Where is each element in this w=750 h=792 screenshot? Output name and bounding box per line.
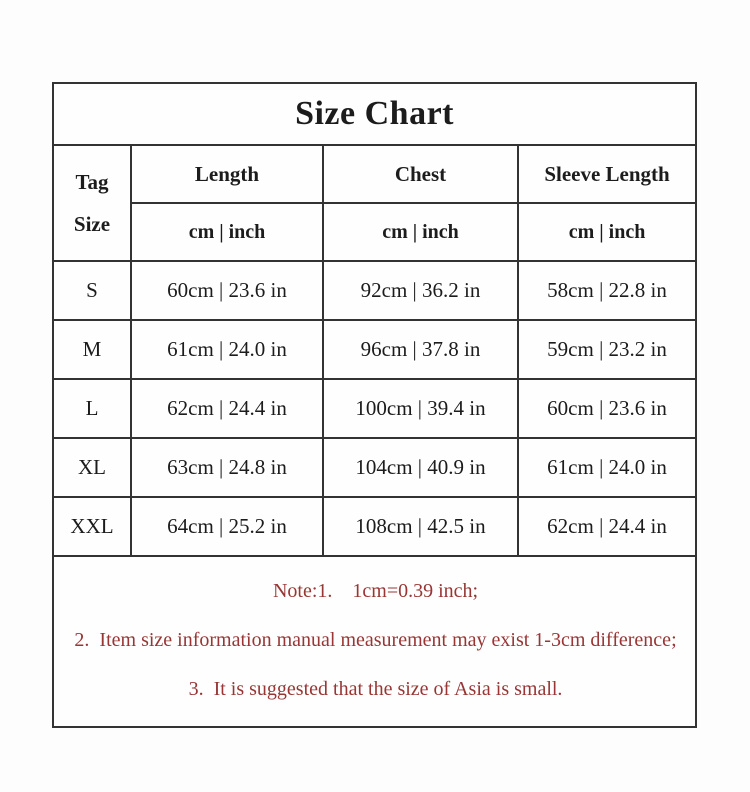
size-row-l [53,379,696,438]
column-header-chest: Chest [323,145,518,203]
sleeve-value: 60cm | 23.6 in [518,379,696,438]
size-cell: S [53,261,131,320]
size-cell: L [53,379,131,438]
size-row-s [53,261,696,320]
unit-header-length: cm | inch [131,203,323,261]
size-row-xl [53,438,696,497]
chest-value: 96cm | 37.8 in [323,320,518,379]
corner-header-cell [53,145,131,261]
size-row-m [53,320,696,379]
title-row [53,83,696,145]
size-cell: M [53,320,131,379]
notes-section [53,556,696,727]
size-chart-table [52,82,697,728]
unit-header-sleeve-length: cm | inch [518,203,696,261]
chest-value: 108cm | 42.5 in [323,497,518,556]
notes-row [53,556,696,727]
note-line-2: 2. Item size information manual measurement may exist 1-3cm difference; [74,629,677,651]
header-row-units [53,203,696,261]
column-header-length: Length [131,145,323,203]
chest-value: 100cm | 39.4 in [323,379,518,438]
note-line-3: 3. It is suggested that the size of Asia is small. [188,678,563,700]
length-value: 64cm | 25.2 in [131,497,323,556]
sleeve-value: 58cm | 22.8 in [518,261,696,320]
header-row-labels [53,145,696,203]
length-value: 62cm | 24.4 in [131,379,323,438]
corner-header-size: Size [73,212,111,236]
size-cell: XXL [53,497,131,556]
length-value: 63cm | 24.8 in [131,438,323,497]
table-title: Size Chart [53,83,696,145]
sleeve-value: 59cm | 23.2 in [518,320,696,379]
note-line-1: Note:1. 1cm=0.39 inch; [272,580,479,602]
chest-value: 92cm | 36.2 in [323,261,518,320]
column-header-sleeve-length: Sleeve Length [518,145,696,203]
sleeve-value: 62cm | 24.4 in [518,497,696,556]
size-row-xxl [53,497,696,556]
length-value: 60cm | 23.6 in [131,261,323,320]
length-value: 61cm | 24.0 in [131,320,323,379]
size-cell: XL [53,438,131,497]
unit-header-chest: cm | inch [323,203,518,261]
chest-value: 104cm | 40.9 in [323,438,518,497]
corner-header-tag: Tag [75,170,109,194]
sleeve-value: 61cm | 24.0 in [518,438,696,497]
